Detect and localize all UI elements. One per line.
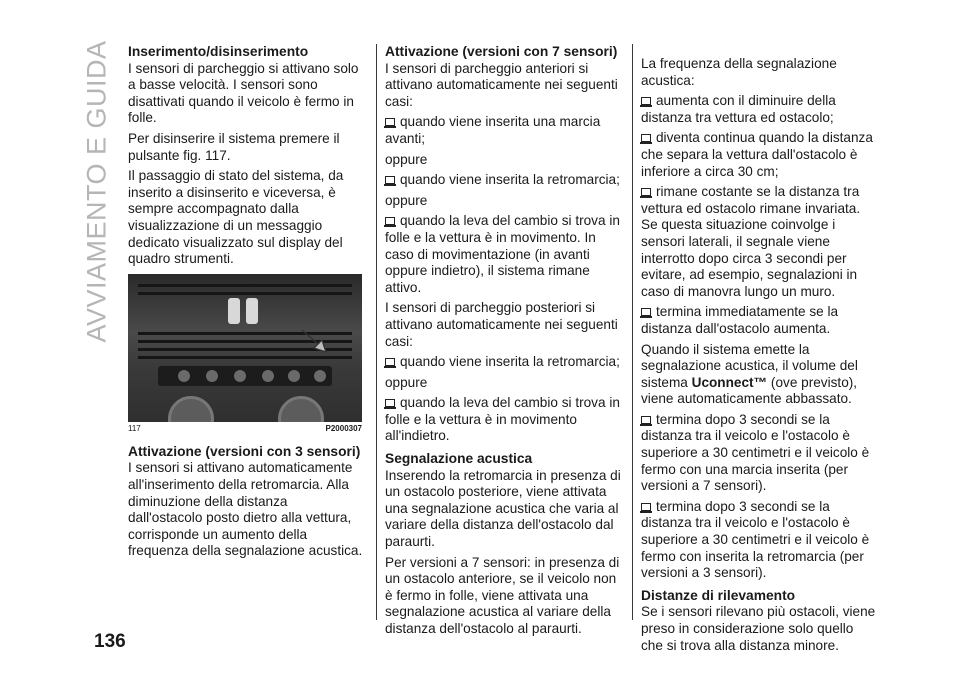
- bullet-icon: [641, 188, 651, 196]
- paragraph: Se i sensori rilevano più ostacoli, viene preso in considerazione solo quello che si trova alla distanza minore.: [641, 604, 876, 653]
- section-heading: Distanze di rilevamento: [641, 587, 796, 603]
- parking-sensor-button: [228, 298, 240, 324]
- paragraph: oppure: [385, 192, 428, 208]
- figure-number: 117: [128, 423, 141, 433]
- paragraph: Per disinserire il sistema premere il pulsante fig. 117.: [128, 130, 340, 163]
- paragraph: I sensori di parcheggio si attivano solo a basse velocità. I sensori sono disattivati quando il veicolo è fermo in folle.: [128, 60, 359, 126]
- column-2: [385, 44, 621, 642]
- column-divider: [376, 44, 377, 620]
- bullet-item: quando viene inserita una marcia avanti;: [385, 114, 601, 146]
- paragraph: Il passaggio di stato del sistema, da inserito a disinserito e viceversa, è sempre accompagnato dalla visualizzazione di un messaggio dedicato visualizzato sul display del quadro strumenti.: [128, 168, 344, 267]
- bullet-item: termina dopo 3 secondi se la distanza tra il veicolo e l'ostacolo è superiore a 30 centimetri e il veicolo è fermo con una marcia inserita (per versioni a 7 sensori).: [641, 411, 870, 494]
- figure-caption: [128, 424, 362, 434]
- bullet-item: termina dopo 3 secondi se la distanza tra il veicolo e l'ostacolo è superiore a 30 centimetri e il veicolo è fermo con inserita la retromarcia (per versioni a 3 sensori).: [641, 498, 870, 581]
- bullet-icon: [641, 503, 651, 511]
- paragraph: I sensori di parcheggio anteriori si attivano automaticamente nei seguenti casi:: [385, 60, 618, 109]
- paragraph: oppure: [385, 374, 428, 390]
- paragraph: La frequenza della segnalazione acustica:: [641, 56, 837, 88]
- bullet-icon: [385, 358, 395, 366]
- bullet-icon: [385, 399, 395, 407]
- figure-code: P2000307: [325, 423, 362, 433]
- bullet-icon: [641, 416, 651, 424]
- bullet-icon: [641, 97, 651, 105]
- section-heading: Inserimento/disinserimento: [128, 44, 309, 59]
- bullet-icon: [385, 118, 395, 126]
- page-number: 136: [94, 631, 126, 652]
- bullet-icon: [385, 176, 395, 184]
- paragraph: oppure: [385, 151, 428, 167]
- section-heading: Segnalazione acustica: [385, 451, 533, 467]
- section-heading: Attivazione (versioni con 7 sensori): [385, 44, 618, 59]
- brand-name: Uconnect™: [691, 374, 768, 390]
- bullet-item: quando la leva del cambio si trova in folle e la vettura è in movimento. In caso di movimentazione (in avanti oppure indietro), il sistema rimane attivo.: [385, 213, 620, 295]
- paragraph: Quando il sistema emette la segnalazione acustica, il volume del sistema Uconnect™ (ove previsto), viene automaticamente abbassato.: [641, 341, 858, 407]
- bullet-icon: [641, 134, 651, 142]
- bullet-icon: [385, 217, 395, 225]
- parking-sensor-button: [246, 298, 258, 324]
- dashboard-photo: [128, 274, 362, 422]
- bullet-item: termina immediatamente se la distanza dall'ostacolo aumenta.: [641, 304, 839, 336]
- paragraph: Inserendo la retromarcia in presenza di un ostacolo posteriore, viene attivata una segnalazione acustica che varia al variare della distanza dell'ostacolo dal paraurti.: [385, 467, 621, 550]
- chapter-side-title: AVVIAMENTO E GUIDA: [81, 39, 112, 343]
- paragraph: Per versioni a 7 sensori: in presenza di un ostacolo anteriore, se il veicolo non è fermo in folle, viene attivata una segnalazione acustica al variare della distanza dell'ostacolo al paraurti.: [385, 554, 620, 636]
- arrow-icon: [300, 326, 330, 356]
- bullet-item: quando viene inserita la retromarcia;: [385, 172, 621, 189]
- paragraph: I sensori di parcheggio posteriori si attivano automaticamente nei seguenti casi:: [385, 300, 618, 349]
- column-1: [128, 44, 364, 564]
- bullet-item: diventa continua quando la distanza che separa la vettura dall'ostacolo è inferiore a circa 30 cm;: [641, 130, 873, 179]
- bullet-item: quando viene inserita la retromarcia;: [385, 354, 621, 371]
- section-heading: Attivazione (versioni con 3 sensori): [128, 443, 361, 459]
- bullet-icon: [641, 308, 651, 316]
- bullet-item: aumenta con il diminuire della distanza tra vettura ed ostacolo;: [641, 93, 836, 125]
- bullet-item: quando la leva del cambio si trova in folle e la vettura è in movimento all'indietro.: [385, 395, 620, 444]
- column-3: [641, 44, 879, 658]
- bullet-item: rimane costante se la distanza tra vettura ed ostacolo rimane invariata. Se questa situazione coinvolge i sensori laterali, il segnale viene interrotto dopo circa 3 secondi per evitare, ad esempio, segnalazioni in caso di manovra lungo un muro.: [641, 184, 861, 299]
- column-divider: [632, 44, 633, 620]
- paragraph: I sensori si attivano automaticamente all'inserimento della retromarcia. Alla diminuzione della distanza dall'ostacolo posto dietro alla vettura, corrisponde un aumento della frequenza della segnalazione acustica.: [128, 460, 363, 559]
